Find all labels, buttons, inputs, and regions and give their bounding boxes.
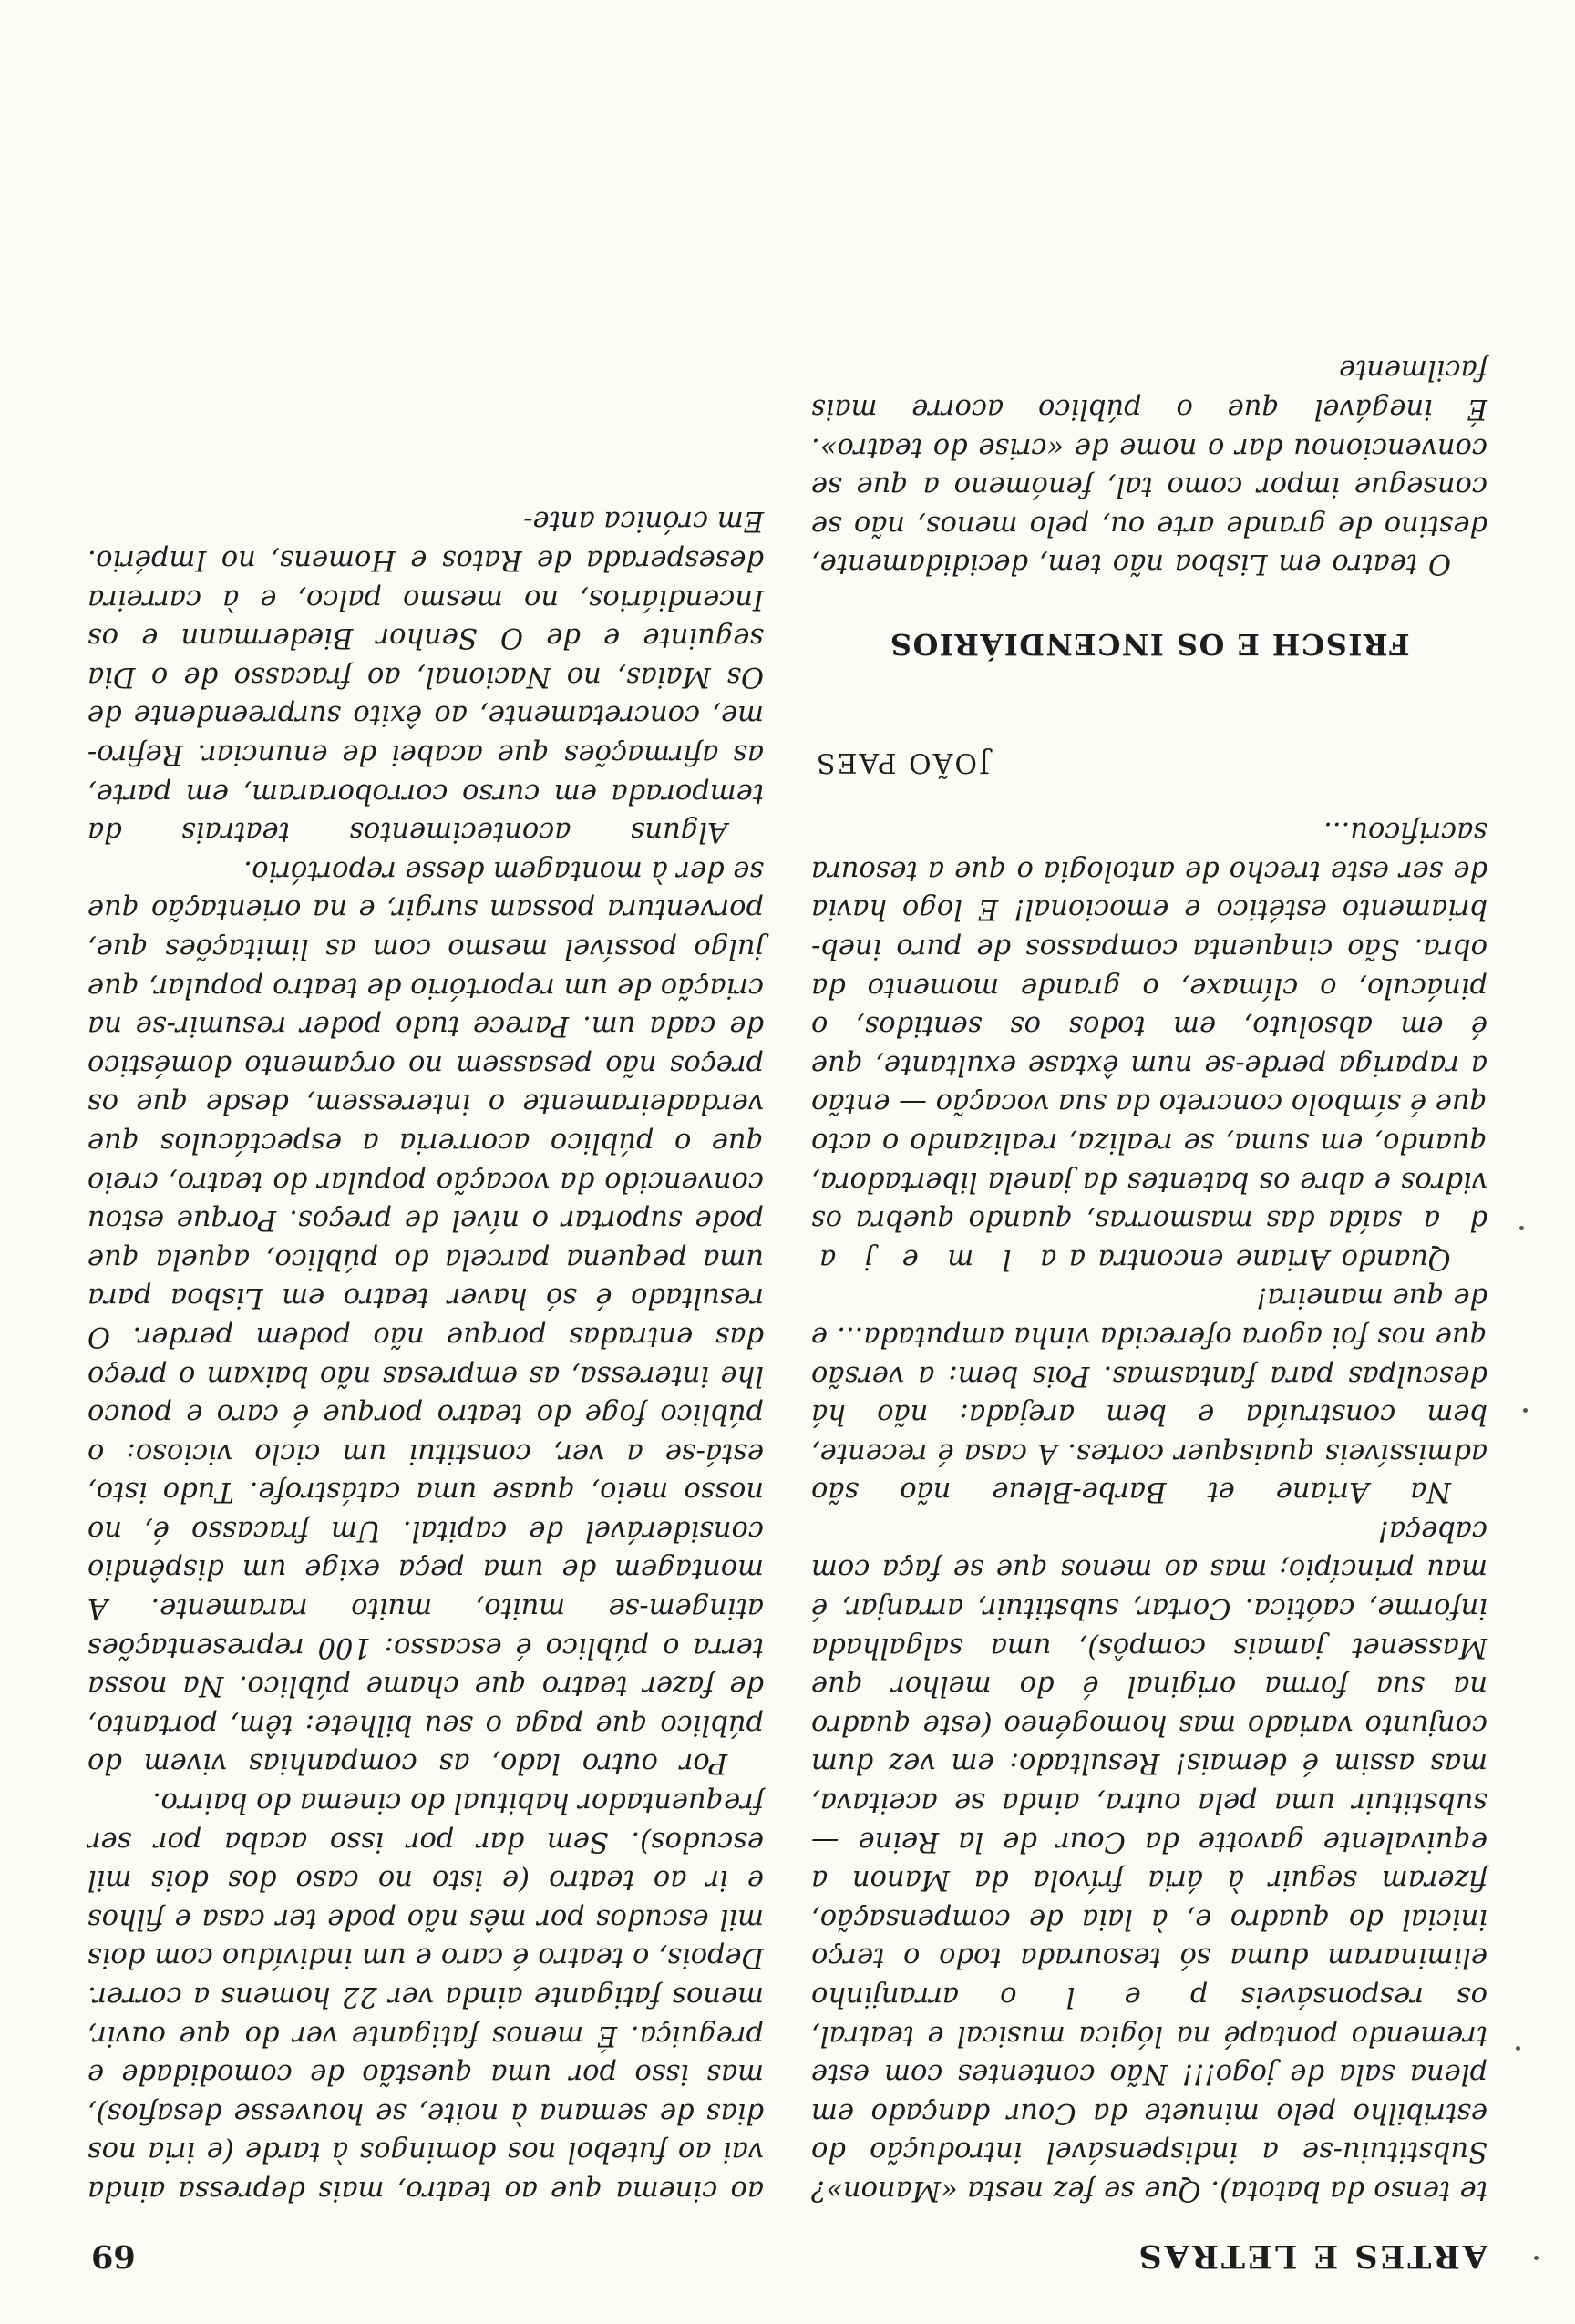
page-number: 69: [91, 2237, 136, 2275]
paragraph-ariane-exit: [811, 812, 1488, 1278]
paragraph-manon: [811, 1510, 1488, 2209]
author-signature: JOÃO PAES: [815, 746, 990, 778]
scan-speck: [1516, 2046, 1520, 2051]
paragraph-teatro-lisboa: O teatro em Lisboa não tem, decididamente, destino de grande arte ou, pelo menos, não se consegue impor como tal, fenómeno a que se convencionou dar o nome de «crise do teatro». É inegável que o público acorre mais facilmente: [811, 354, 1488, 581]
section-title: FRISCH E OS INCENDIÁRIOS: [889, 627, 1410, 663]
scan-speck: [1534, 2256, 1539, 2260]
paragraph-text: arranjinho eliminaram duma só tesourada todo o terço inicial do quadro e, à laia de compensação, fizeram seguir à ária frívola da Manon a equivalente gavotte da Cour de la Reine — substituir uma pela outra, ainda se aceitava, mas assim é demais! Resultado: em vez dum conjunto variado mas homogéneo (este quadro na sua forma original é do melhor que Massenet jamais compôs), uma salgalhada informe, caótica. Cortar, substituir, arranjar, é mau princípio; mas ao menos que se faça com cabeça!: [810, 1514, 1488, 2013]
paragraph-text: saída das masmorras, quando quebra os vidros e abre os batentes da janela libertadora, quando, em suma, se realiza, realizando o acto que é símbolo concreto da sua vocação — então a rapariga perde-se num êxtase exultante, que é em absoluto, em todos os sentidos, o pináculo, o clímaxe, o grande momento da obra. São cinquenta compassos de puro inebbriamento estético e emocional! E logo havia de ser este trecho de antologia o que a tesoura sacrificou...: [811, 816, 1488, 1237]
paragraph-text: te tenso da batota). Que se fez nesta «Manon»? Substituiu-se a indispensável introdução do estribilho pelo minuete da Cour dançado em plena sala de jogo!!! Não contentes com este tremendo pontapé na lógica musical e teatral, os responsáveis: [811, 1980, 1488, 2206]
paragraph-acontecimentos: Alguns acontecimentos teatrais da temporada em curso corroboraram, em parte, as afirmações que acabei de enunciar. Refiro-me, concretamente, ao êxito surpreendente de Os Maias, no Nacional, ao fracasso de o Dia seguinte e de O Senhor Biedermann e os Incendiários, no mesmo palco, e à carreira desesperada de Ratos e Homens, no Império. Em crónica ante-: [88, 505, 764, 848]
paragraph-ariane: Na Ariane et Barbe-Bleue não são admissíveis quaisquer cortes. A casa é recente, bem construída e bem arejada: não há desculpas para fantasmas. Pois bem: a versão que nos foi agora oferecida vinha amputada... e de que maneira!: [811, 1281, 1488, 1508]
scan-speck: [1523, 1408, 1528, 1413]
paragraph-text: Quando Ariane encontra a: [1068, 1242, 1451, 1275]
right-column: [88, 501, 764, 2209]
running-head: ARTES E LETRAS: [1136, 2237, 1488, 2275]
spaced-word: a l m e j a d a: [811, 1204, 1488, 1275]
left-column: [811, 350, 1488, 2209]
spaced-word: p e l o: [992, 1980, 1209, 2013]
scan-speck: [1519, 1226, 1524, 1230]
paragraph-companhias: Por outro lado, as companhias vivem do público que paga o seu bilhete: têm, portanto, de fazer teatro que chame público. Na nossa terra o público é escasso: 100 representações atingem-se muito, muito raramente. A montagem de uma peça exige um dispêndio considerável de capital. Um fracasso é, no nosso meio, quase uma catástrofe. Tudo isto, está-se a ver, constitui um ciclo vicioso: o público foge do teatro porque é caro e pouco lhe interessa, as empresas não baixam o preço das entradas porque não podem perder. O resultado é só haver teatro em Lisboa para uma pequena parcela do público, aquela que pode suportar o nível de preços. Porque estou convencido da vocação popular do teatro, creio que o público acorreria a espectáculos que verdadeiramente o interessem, desde que os preços não pesassem no orçamento doméstico de cada um. Parece tudo poder resumir-se na criação de um reportório de teatro popular, que julgo possível mesmo com as limitações que, porventura possam surgir, e na orientação que se der à montagem desse reportório.: [88, 854, 764, 1780]
paragraph-cinema: ao cinema que ao teatro, mais depressa ainda vai ao futebol nos domingos à tarde (e iria nos dias de semana à noite, se houvesse desafios), mas isso por uma questão de comodidade e preguiça. É menos fatigante ver do que ouvir, menos fatigante ainda ver 22 homens a correr. Depois, o teatro é caro e um indivíduo com dois mil escudos por mês não pode ter casa e filhos e ir ao teatro (e isto no caso dos dois mil escudos). Sem dar por isso acaba por ser frequentador habitual do cinema do bairro.: [88, 1786, 764, 2206]
